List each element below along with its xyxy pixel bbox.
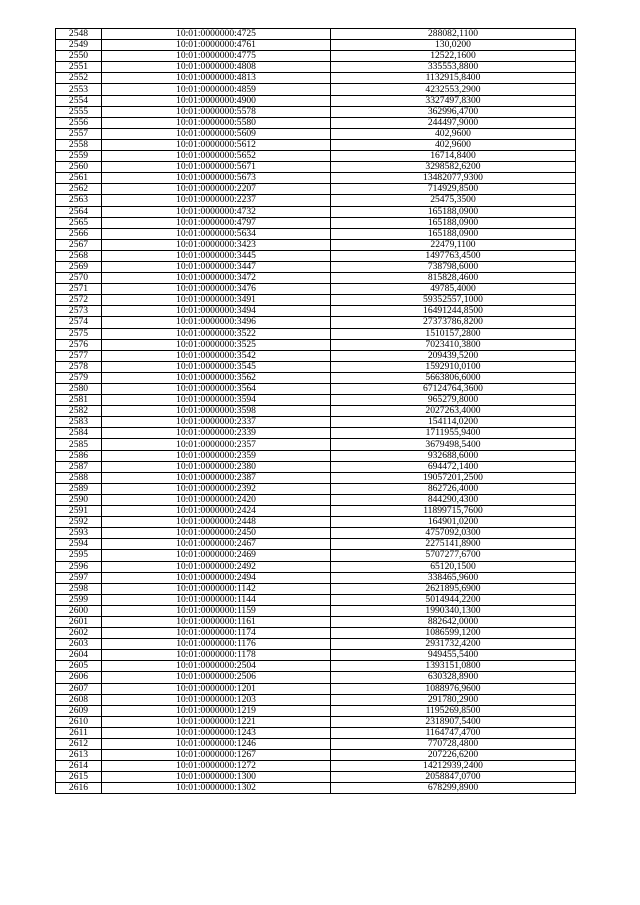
cadastral-number-cell: 10:01:0000000:2467 bbox=[102, 539, 331, 550]
cadastral-number-cell: 10:01:0000000:5671 bbox=[102, 162, 331, 173]
table-row bbox=[56, 51, 576, 62]
value-cell: 16491244,8500 bbox=[331, 306, 576, 317]
table-row bbox=[56, 162, 576, 173]
table-row bbox=[56, 173, 576, 184]
value-cell: 2931732,4200 bbox=[331, 639, 576, 650]
value-cell: 27373786,8200 bbox=[331, 317, 576, 328]
row-number-cell: 2599 bbox=[56, 594, 102, 605]
value-cell: 694472,1400 bbox=[331, 461, 576, 472]
cadastral-number-cell: 10:01:0000000:4775 bbox=[102, 51, 331, 62]
table-row bbox=[56, 683, 576, 694]
table-row bbox=[56, 395, 576, 406]
cadastral-number-cell: 10:01:0000000:2207 bbox=[102, 184, 331, 195]
value-cell: 1592910,0100 bbox=[331, 361, 576, 372]
value-cell: 1088976,9600 bbox=[331, 683, 576, 694]
cadastral-number-cell: 10:01:0000000:5612 bbox=[102, 139, 331, 150]
row-number-cell: 2558 bbox=[56, 139, 102, 150]
table-row bbox=[56, 206, 576, 217]
table-row bbox=[56, 639, 576, 650]
cadastral-number-cell: 10:01:0000000:4900 bbox=[102, 95, 331, 106]
row-number-cell: 2578 bbox=[56, 361, 102, 372]
row-number-cell: 2615 bbox=[56, 772, 102, 783]
row-number-cell: 2554 bbox=[56, 95, 102, 106]
value-cell: 22479,1100 bbox=[331, 239, 576, 250]
table-row bbox=[56, 261, 576, 272]
cadastral-number-cell: 10:01:0000000:2337 bbox=[102, 417, 331, 428]
value-cell: 844290,4300 bbox=[331, 494, 576, 505]
row-number-cell: 2572 bbox=[56, 295, 102, 306]
cadastral-number-cell: 10:01:0000000:5652 bbox=[102, 151, 331, 162]
table-row bbox=[56, 406, 576, 417]
cadastral-number-cell: 10:01:0000000:5634 bbox=[102, 228, 331, 239]
value-cell: 2275141,8900 bbox=[331, 539, 576, 550]
row-number-cell: 2582 bbox=[56, 406, 102, 417]
cadastral-number-cell: 10:01:0000000:3445 bbox=[102, 250, 331, 261]
table-row bbox=[56, 350, 576, 361]
row-number-cell: 2560 bbox=[56, 162, 102, 173]
value-cell: 14212939,2400 bbox=[331, 761, 576, 772]
cadastral-number-cell: 10:01:0000000:2380 bbox=[102, 461, 331, 472]
value-cell: 738798,6000 bbox=[331, 261, 576, 272]
row-number-cell: 2557 bbox=[56, 128, 102, 139]
value-cell: 5663806,6000 bbox=[331, 372, 576, 383]
value-cell: 244497,9000 bbox=[331, 117, 576, 128]
table-row bbox=[56, 195, 576, 206]
row-number-cell: 2580 bbox=[56, 384, 102, 395]
row-number-cell: 2561 bbox=[56, 173, 102, 184]
table-row bbox=[56, 761, 576, 772]
value-cell: 164901,0200 bbox=[331, 517, 576, 528]
cadastral-number-cell: 10:01:0000000:2448 bbox=[102, 517, 331, 528]
value-cell: 165188,0900 bbox=[331, 217, 576, 228]
value-cell: 362996,4700 bbox=[331, 106, 576, 117]
cadastral-number-cell: 10:01:0000000:3542 bbox=[102, 350, 331, 361]
table-body bbox=[56, 29, 576, 794]
table-row bbox=[56, 628, 576, 639]
cadastral-number-cell: 10:01:0000000:4761 bbox=[102, 40, 331, 51]
value-cell: 165188,0900 bbox=[331, 206, 576, 217]
row-number-cell: 2600 bbox=[56, 605, 102, 616]
table-row bbox=[56, 306, 576, 317]
row-number-cell: 2605 bbox=[56, 661, 102, 672]
table-row bbox=[56, 117, 576, 128]
row-number-cell: 2564 bbox=[56, 206, 102, 217]
row-number-cell: 2551 bbox=[56, 62, 102, 73]
table-row bbox=[56, 228, 576, 239]
value-cell: 67124764,3600 bbox=[331, 384, 576, 395]
cadastral-number-cell: 10:01:0000000:1302 bbox=[102, 783, 331, 794]
cadastral-number-cell: 10:01:0000000:2469 bbox=[102, 550, 331, 561]
value-cell: 2318907,5400 bbox=[331, 716, 576, 727]
value-cell: 3327497,8300 bbox=[331, 95, 576, 106]
cadastral-number-cell: 10:01:0000000:5580 bbox=[102, 117, 331, 128]
row-number-cell: 2556 bbox=[56, 117, 102, 128]
cadastral-number-cell: 10:01:0000000:4859 bbox=[102, 84, 331, 95]
table-row bbox=[56, 439, 576, 450]
value-cell: 1195269,8500 bbox=[331, 705, 576, 716]
cadastral-number-cell: 10:01:0000000:1144 bbox=[102, 594, 331, 605]
row-number-cell: 2610 bbox=[56, 716, 102, 727]
value-cell: 2027263,4000 bbox=[331, 406, 576, 417]
table-row bbox=[56, 40, 576, 51]
cadastral-number-cell: 10:01:0000000:3522 bbox=[102, 328, 331, 339]
table-row bbox=[56, 151, 576, 162]
row-number-cell: 2608 bbox=[56, 694, 102, 705]
row-number-cell: 2609 bbox=[56, 705, 102, 716]
table-row bbox=[56, 372, 576, 383]
cadastral-number-cell: 10:01:0000000:3594 bbox=[102, 395, 331, 406]
row-number-cell: 2579 bbox=[56, 372, 102, 383]
table-row bbox=[56, 73, 576, 84]
cadastral-number-cell: 10:01:0000000:5609 bbox=[102, 128, 331, 139]
row-number-cell: 2590 bbox=[56, 494, 102, 505]
row-number-cell: 2595 bbox=[56, 550, 102, 561]
row-number-cell: 2598 bbox=[56, 583, 102, 594]
value-cell: 965279,8000 bbox=[331, 395, 576, 406]
table-row bbox=[56, 783, 576, 794]
row-number-cell: 2562 bbox=[56, 184, 102, 195]
row-number-cell: 2552 bbox=[56, 73, 102, 84]
value-cell: 291780,2900 bbox=[331, 694, 576, 705]
cadastral-number-cell: 10:01:0000000:3525 bbox=[102, 339, 331, 350]
row-number-cell: 2550 bbox=[56, 51, 102, 62]
value-cell: 678299,8900 bbox=[331, 783, 576, 794]
row-number-cell: 2606 bbox=[56, 672, 102, 683]
table-row bbox=[56, 650, 576, 661]
table-row bbox=[56, 328, 576, 339]
cadastral-number-cell: 10:01:0000000:1219 bbox=[102, 705, 331, 716]
table-row bbox=[56, 594, 576, 605]
cadastral-number-cell: 10:01:0000000:4725 bbox=[102, 29, 331, 40]
row-number-cell: 2594 bbox=[56, 539, 102, 550]
row-number-cell: 2597 bbox=[56, 572, 102, 583]
value-cell: 338465,9600 bbox=[331, 572, 576, 583]
value-cell: 1510157,2800 bbox=[331, 328, 576, 339]
value-cell: 12522,1600 bbox=[331, 51, 576, 62]
cadastral-number-cell: 10:01:0000000:2504 bbox=[102, 661, 331, 672]
row-number-cell: 2581 bbox=[56, 395, 102, 406]
table-row bbox=[56, 217, 576, 228]
value-cell: 630328,8900 bbox=[331, 672, 576, 683]
value-cell: 209439,5200 bbox=[331, 350, 576, 361]
value-cell: 5014944,2200 bbox=[331, 594, 576, 605]
table-row bbox=[56, 461, 576, 472]
value-cell: 19057201,2500 bbox=[331, 472, 576, 483]
cadastral-number-cell: 10:01:0000000:1178 bbox=[102, 650, 331, 661]
cadastral-number-cell: 10:01:0000000:1221 bbox=[102, 716, 331, 727]
table-row bbox=[56, 616, 576, 627]
value-cell: 335553,8800 bbox=[331, 62, 576, 73]
table-row bbox=[56, 239, 576, 250]
cadastral-number-cell: 10:01:0000000:1159 bbox=[102, 605, 331, 616]
cadastral-number-cell: 10:01:0000000:3476 bbox=[102, 284, 331, 295]
cadastral-number-cell: 10:01:0000000:2237 bbox=[102, 195, 331, 206]
cadastral-number-cell: 10:01:0000000:3562 bbox=[102, 372, 331, 383]
value-cell: 402,9600 bbox=[331, 128, 576, 139]
cadastral-number-cell: 10:01:0000000:1174 bbox=[102, 628, 331, 639]
cadastral-number-cell: 10:01:0000000:1176 bbox=[102, 639, 331, 650]
table-row bbox=[56, 772, 576, 783]
row-number-cell: 2592 bbox=[56, 517, 102, 528]
value-cell: 130,0200 bbox=[331, 40, 576, 51]
table-row bbox=[56, 739, 576, 750]
table-row bbox=[56, 250, 576, 261]
row-number-cell: 2611 bbox=[56, 727, 102, 738]
cadastral-number-cell: 10:01:0000000:2387 bbox=[102, 472, 331, 483]
row-number-cell: 2588 bbox=[56, 472, 102, 483]
table-row bbox=[56, 284, 576, 295]
value-cell: 7023410,3800 bbox=[331, 339, 576, 350]
table-row bbox=[56, 583, 576, 594]
value-cell: 1086599,1200 bbox=[331, 628, 576, 639]
row-number-cell: 2549 bbox=[56, 40, 102, 51]
cadastral-number-cell: 10:01:0000000:1161 bbox=[102, 616, 331, 627]
cadastral-number-cell: 10:01:0000000:2450 bbox=[102, 528, 331, 539]
value-cell: 288082,1100 bbox=[331, 29, 576, 40]
table-row bbox=[56, 317, 576, 328]
row-number-cell: 2575 bbox=[56, 328, 102, 339]
value-cell: 1990340,1300 bbox=[331, 605, 576, 616]
cadastral-number-cell: 10:01:0000000:3496 bbox=[102, 317, 331, 328]
row-number-cell: 2612 bbox=[56, 739, 102, 750]
cadastral-number-cell: 10:01:0000000:3545 bbox=[102, 361, 331, 372]
row-number-cell: 2589 bbox=[56, 483, 102, 494]
value-cell: 815828,4600 bbox=[331, 273, 576, 284]
value-cell: 1164747,4700 bbox=[331, 727, 576, 738]
value-cell: 165188,0900 bbox=[331, 228, 576, 239]
cadastral-number-cell: 10:01:0000000:4797 bbox=[102, 217, 331, 228]
table-row bbox=[56, 506, 576, 517]
cadastral-number-cell: 10:01:0000000:2357 bbox=[102, 439, 331, 450]
cadastral-number-cell: 10:01:0000000:1201 bbox=[102, 683, 331, 694]
value-cell: 4232553,2900 bbox=[331, 84, 576, 95]
value-cell: 207226,6200 bbox=[331, 750, 576, 761]
row-number-cell: 2583 bbox=[56, 417, 102, 428]
value-cell: 11899715,7600 bbox=[331, 506, 576, 517]
table-row bbox=[56, 339, 576, 350]
table-row bbox=[56, 184, 576, 195]
table-row bbox=[56, 95, 576, 106]
value-cell: 862726,4000 bbox=[331, 483, 576, 494]
table-row bbox=[56, 417, 576, 428]
table-row bbox=[56, 550, 576, 561]
table-row bbox=[56, 428, 576, 439]
value-cell: 770728,4800 bbox=[331, 739, 576, 750]
value-cell: 1497763,4500 bbox=[331, 250, 576, 261]
cadastral-number-cell: 10:01:0000000:2392 bbox=[102, 483, 331, 494]
table-row bbox=[56, 273, 576, 284]
table-row bbox=[56, 128, 576, 139]
table-row bbox=[56, 572, 576, 583]
cadastral-number-cell: 10:01:0000000:2494 bbox=[102, 572, 331, 583]
value-cell: 2058847,0700 bbox=[331, 772, 576, 783]
table-row bbox=[56, 716, 576, 727]
value-cell: 65120,1500 bbox=[331, 561, 576, 572]
row-number-cell: 2568 bbox=[56, 250, 102, 261]
table-row bbox=[56, 139, 576, 150]
table-row bbox=[56, 494, 576, 505]
cadastral-number-cell: 10:01:0000000:5673 bbox=[102, 173, 331, 184]
row-number-cell: 2553 bbox=[56, 84, 102, 95]
table-row bbox=[56, 528, 576, 539]
value-cell: 949455,5400 bbox=[331, 650, 576, 661]
row-number-cell: 2563 bbox=[56, 195, 102, 206]
cadastral-number-cell: 10:01:0000000:4813 bbox=[102, 73, 331, 84]
cadastral-number-cell: 10:01:0000000:3491 bbox=[102, 295, 331, 306]
value-cell: 5707277,6700 bbox=[331, 550, 576, 561]
table-row bbox=[56, 539, 576, 550]
row-number-cell: 2570 bbox=[56, 273, 102, 284]
row-number-cell: 2555 bbox=[56, 106, 102, 117]
value-cell: 714929,8500 bbox=[331, 184, 576, 195]
value-cell: 16714,8400 bbox=[331, 151, 576, 162]
row-number-cell: 2607 bbox=[56, 683, 102, 694]
row-number-cell: 2569 bbox=[56, 261, 102, 272]
cadastral-number-cell: 10:01:0000000:3564 bbox=[102, 384, 331, 395]
table-row bbox=[56, 517, 576, 528]
table-row bbox=[56, 384, 576, 395]
cadastral-number-cell: 10:01:0000000:3472 bbox=[102, 273, 331, 284]
value-cell: 882642,0000 bbox=[331, 616, 576, 627]
cadastral-number-cell: 10:01:0000000:2492 bbox=[102, 561, 331, 572]
value-cell: 1132915,8400 bbox=[331, 73, 576, 84]
value-cell: 13482077,9300 bbox=[331, 173, 576, 184]
table-row bbox=[56, 705, 576, 716]
row-number-cell: 2576 bbox=[56, 339, 102, 350]
cadastral-number-cell: 10:01:0000000:4808 bbox=[102, 62, 331, 73]
table-row bbox=[56, 561, 576, 572]
table-row bbox=[56, 605, 576, 616]
row-number-cell: 2587 bbox=[56, 461, 102, 472]
table-row bbox=[56, 106, 576, 117]
value-cell: 4757092,0300 bbox=[331, 528, 576, 539]
value-cell: 2621895,6900 bbox=[331, 583, 576, 594]
value-cell: 59352557,1000 bbox=[331, 295, 576, 306]
row-number-cell: 2584 bbox=[56, 428, 102, 439]
row-number-cell: 2571 bbox=[56, 284, 102, 295]
row-number-cell: 2602 bbox=[56, 628, 102, 639]
table-row bbox=[56, 62, 576, 73]
table-row bbox=[56, 661, 576, 672]
cadastral-number-cell: 10:01:0000000:4732 bbox=[102, 206, 331, 217]
row-number-cell: 2586 bbox=[56, 450, 102, 461]
row-number-cell: 2577 bbox=[56, 350, 102, 361]
table-row bbox=[56, 727, 576, 738]
row-number-cell: 2565 bbox=[56, 217, 102, 228]
row-number-cell: 2567 bbox=[56, 239, 102, 250]
row-number-cell: 2596 bbox=[56, 561, 102, 572]
cadastral-number-cell: 10:01:0000000:2420 bbox=[102, 494, 331, 505]
row-number-cell: 2559 bbox=[56, 151, 102, 162]
cadastral-number-cell: 10:01:0000000:1203 bbox=[102, 694, 331, 705]
row-number-cell: 2574 bbox=[56, 317, 102, 328]
cadastral-number-cell: 10:01:0000000:2339 bbox=[102, 428, 331, 439]
value-cell: 3679498,5400 bbox=[331, 439, 576, 450]
cadastral-number-cell: 10:01:0000000:1142 bbox=[102, 583, 331, 594]
row-number-cell: 2591 bbox=[56, 506, 102, 517]
value-cell: 154114,0200 bbox=[331, 417, 576, 428]
row-number-cell: 2548 bbox=[56, 29, 102, 40]
table-row bbox=[56, 483, 576, 494]
table-row bbox=[56, 84, 576, 95]
value-cell: 49785,4000 bbox=[331, 284, 576, 295]
value-cell: 1711955,9400 bbox=[331, 428, 576, 439]
cadastral-number-cell: 10:01:0000000:3494 bbox=[102, 306, 331, 317]
table-row bbox=[56, 29, 576, 40]
row-number-cell: 2601 bbox=[56, 616, 102, 627]
cadastral-number-cell: 10:01:0000000:3598 bbox=[102, 406, 331, 417]
row-number-cell: 2566 bbox=[56, 228, 102, 239]
row-number-cell: 2604 bbox=[56, 650, 102, 661]
cadastral-value-table bbox=[55, 28, 576, 794]
table-row bbox=[56, 361, 576, 372]
value-cell: 1393151,0800 bbox=[331, 661, 576, 672]
row-number-cell: 2585 bbox=[56, 439, 102, 450]
value-cell: 25475,3500 bbox=[331, 195, 576, 206]
cadastral-number-cell: 10:01:0000000:2506 bbox=[102, 672, 331, 683]
table-row bbox=[56, 750, 576, 761]
value-cell: 402,9600 bbox=[331, 139, 576, 150]
cadastral-number-cell: 10:01:0000000:1246 bbox=[102, 739, 331, 750]
cadastral-number-cell: 10:01:0000000:1300 bbox=[102, 772, 331, 783]
value-cell: 932688,6000 bbox=[331, 450, 576, 461]
row-number-cell: 2603 bbox=[56, 639, 102, 650]
table-row bbox=[56, 672, 576, 683]
cadastral-number-cell: 10:01:0000000:1272 bbox=[102, 761, 331, 772]
row-number-cell: 2573 bbox=[56, 306, 102, 317]
cadastral-number-cell: 10:01:0000000:2359 bbox=[102, 450, 331, 461]
table-row bbox=[56, 472, 576, 483]
row-number-cell: 2593 bbox=[56, 528, 102, 539]
cadastral-number-cell: 10:01:0000000:1267 bbox=[102, 750, 331, 761]
value-cell: 3298582,6200 bbox=[331, 162, 576, 173]
row-number-cell: 2614 bbox=[56, 761, 102, 772]
row-number-cell: 2613 bbox=[56, 750, 102, 761]
table-row bbox=[56, 450, 576, 461]
row-number-cell: 2616 bbox=[56, 783, 102, 794]
cadastral-number-cell: 10:01:0000000:1243 bbox=[102, 727, 331, 738]
cadastral-number-cell: 10:01:0000000:3423 bbox=[102, 239, 331, 250]
table-row bbox=[56, 694, 576, 705]
table-row bbox=[56, 295, 576, 306]
cadastral-number-cell: 10:01:0000000:2424 bbox=[102, 506, 331, 517]
cadastral-number-cell: 10:01:0000000:5578 bbox=[102, 106, 331, 117]
cadastral-number-cell: 10:01:0000000:3447 bbox=[102, 261, 331, 272]
